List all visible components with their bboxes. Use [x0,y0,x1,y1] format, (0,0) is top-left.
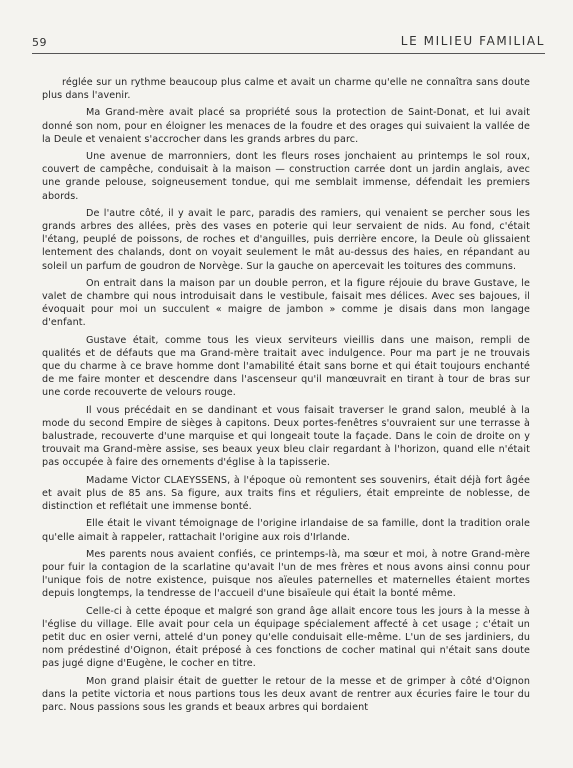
body-text [42,76,530,718]
paragraph: Gustave était, comme tous les vieux serviteurs vieillis dans une maison, rempli de qualités et de défauts que ma Grand-mère traitait avec indulgence. Pour ma part je ne trouvais que du charme à ce brave homme dont l'amabilité était sans borne et qui était toujours enchanté de me faire monter et descendre dans l'ascenseur qu'il manœuvrait en tirant à tour de bras sur une corde recouverte de velours rouge. [42,334,530,399]
paragraph: Mon grand plaisir était de guetter le retour de la messe et de grimper à côté d'Oignon dans la petite victoria et nous partions tous les deux avant de rentrer aux écuries faire le tour du parc. Nous passions sous les grands et beaux arbres qui bordaient [42,675,530,713]
paragraph: Madame Victor CLAEYSSENS, à l'époque où remontent ses souvenirs, était déjà fort âgée et avait plus de 85 ans. Sa figure, aux traits fins et réguliers, était empreinte de noblesse, de distinction et reflétait une immense bonté. [42,474,530,513]
paragraph: réglée sur un rythme beaucoup plus calme et avait un charme qu'elle ne connaîtra sans doute plus dans l'avenir. [42,77,530,102]
paragraph: De l'autre côté, il y avait le parc, paradis des ramiers, qui venaient se percher sous les grands arbres des allées, près des vases en poterie qui leur servaient de nids. Au fond, c'était l'étang, peuplé de poissons, de roches et d'anguilles, puis derrière encore, la Deule où glissaient lentement des chalands, dont on voyait seulement le mât au-dessus des haies, en répandant au soleil un parfum de goudron de Norvège. Sur la gauche on apercevait les toitures des communs. [42,207,530,272]
paragraph: Elle était le vivant témoignage de l'origine irlandaise de sa famille, dont la tradition orale qu'elle aimait à rappeler, rattachait l'origine aux rois d'Irlande. [42,518,530,543]
paragraph: Une avenue de marronniers, dont les fleurs roses jonchaient au printemps le sol roux, couvert de campêche, conduisait à la maison — construction carrée dont un jardin anglais, avec une grande pelouse, soigneusement tondue, qui me semblait immense, défendait les premiers abords. [42,151,530,202]
page-number: 59 [32,36,47,49]
paragraph: Celle-ci à cette époque et malgré son grand âge allait encore tous les jours à la messe à l'église du village. Elle avait pour cela un équipage spécialement affecté à cet usage ; c'était un petit duc en osier verni, attelé d'un poney qu'elle conduisait elle-même. L'un de ses jardiniers, du nom prédestiné d'Oignon, était préposé à ces fonctions de cocher matinal qui n'était sans doute pas jugé digne d'Eugène, le cocher en titre. [42,605,530,670]
paragraph: On entrait dans la maison par un double perron, et la figure réjouie du brave Gustave, le valet de chambre qui nous introduisait dans le vestibule, faisait mes délices. Avec ses bajoues, il évoquait pour moi un succulent « maigre de jambon » comme je disais dans mon langage d'enfant. [42,277,530,329]
paragraph: Il vous précédait en se dandinant et vous faisait traverser le grand salon, meublé à la mode du second Empire de sièges à capitons. Deux portes-fenêtres s'ouvraient sur une terrasse à balustrade, recouverte d'une marquise et qui longeait toute la façade. Dans le coin de droite on y trouvait ma Grand-mère assise, ses beaux yeux bleu clair regardant à l'horizon, quand elle n'était pas occupée à faire des ornements d'église à la tapisserie. [42,404,530,469]
paragraph: Mes parents nous avaient confiés, ce printemps-là, ma sœur et moi, à notre Grand-mère pour fuir la contagion de la scarlatine qu'avait l'un de mes frères et nous avons ainsi connu pour l'unique fois de notre existence, puisque nos aïeules paternelles et maternelles étaient mortes depuis longtemps, la tendresse de l'accueil d'une bisaïeule qui était la bonté même. [42,548,530,600]
running-title: LE MILIEU FAMILIAL [400,34,545,48]
page-header [32,30,545,54]
header-rule [32,53,545,54]
paragraph: Ma Grand-mère avait placé sa propriété sous la protection de Saint-Donat, et lui avait donné son nom, pour en éloigner les menaces de la foudre et des orages qui suivaient la vallée de la Deule et venaient s'accrocher dans les grands arbres du parc. [42,107,530,145]
